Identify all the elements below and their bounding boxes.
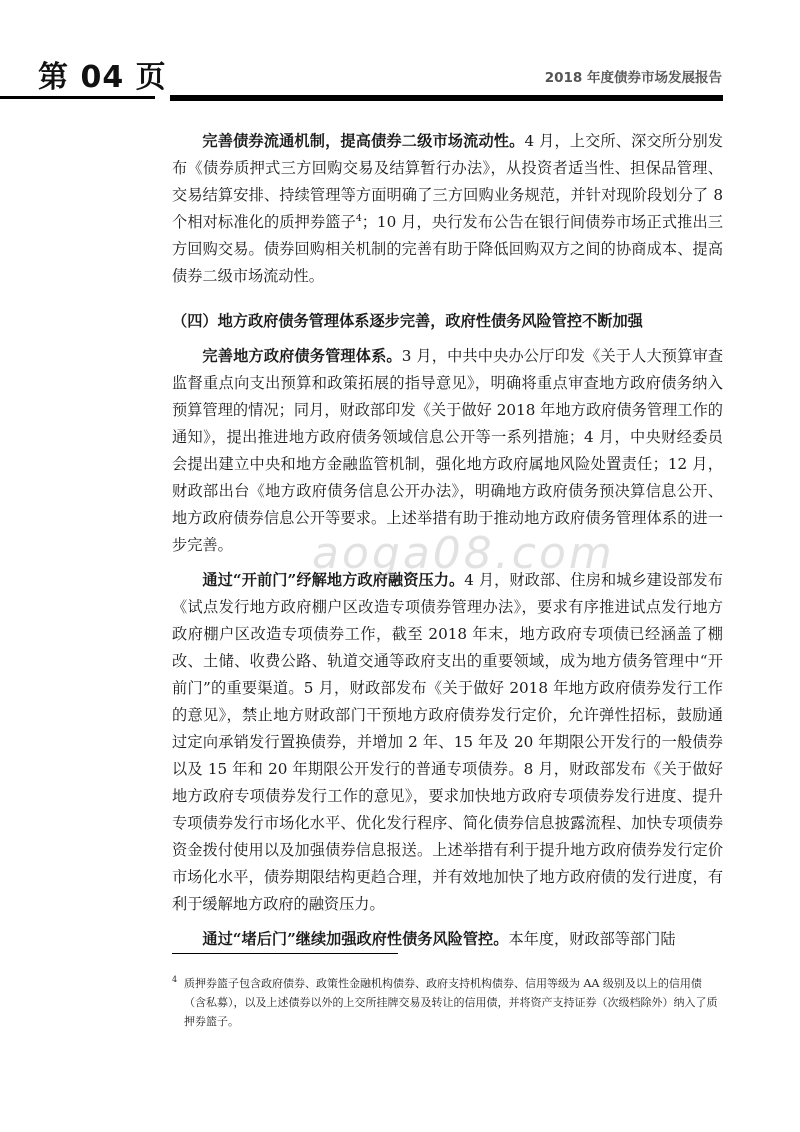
paragraph-front-door: [172, 567, 723, 918]
header-rule-right: [170, 95, 723, 101]
footnote-reference[interactable]: 4: [355, 213, 362, 224]
paragraph-text: 4 月，上交所、深交所分别发布《债券质押式三方回购交易及结算暂行办法》，从投资者适当性、担保品管理、交易结算安排、持续管理等方面明确了三方回购业务规范，并针对现阶段划分了 8 个相对标准化的质押券篮子: [172, 132, 723, 231]
paragraph-text: ；10 月，央行发布公告在银行间债券市场正式推出三方回购交易。债券回购相关机制的完善有助于降低回购双方之间的协商成本、提高债券二级市场流动性。: [172, 213, 724, 285]
paragraph-lead: 完善地方政府债务管理体系。: [202, 347, 402, 365]
header-rule-left: [0, 96, 155, 99]
report-title: 2018 年度债券市场发展报告: [544, 70, 722, 86]
footnote-mark: 4: [172, 975, 178, 984]
page-number: 第 04 页: [38, 60, 167, 95]
paragraph-text: 3 月，中共中央办公厅印发《关于人大预算审查监督重点向支出预算和政策拓展的指导意见》，明确将重点审查地方政府债务纳入预算管理的情况；同月，财政部印发《关于做好 2018 年地方政府债务管理工作的通知》，提出推进地方政府债务领域信息公开等一系列措施；4 月，中央财经委员会提出建立中央和地方金融监管机制，强化地方政府属地风险处置责任；12 月，财政部出台《地方政府债务信息公开办法》，明确地方政府债务预决算信息公开、地方政府债券信息公开等要求。上述举措有助于推动地方政府债务管理体系的进一步完善。: [172, 347, 724, 554]
body-content: [172, 128, 723, 961]
watermark: aoga08.com: [312, 528, 615, 579]
section-heading: （四）地方政府债务管理体系逐步完善，政府性债务风险管控不断加强: [172, 312, 643, 330]
footnote-divider: [172, 953, 398, 954]
paragraph-bond-circulation: [172, 128, 723, 290]
paragraph-lead: 通过“堵后门”继续加强政府性债务风险管控。: [202, 930, 509, 948]
footnote: [172, 974, 723, 1031]
footnote-text: 质押券篮子包含政府债券、政策性金融机构债券、政府支持机构债券、信用等级为 AA 级别及以上的信用债（含私募），以及上述债券以外的上交所挂牌交易及转让的信用债，并将资产支持证券（次级档除外）纳入了质押券篮子。: [184, 977, 718, 1028]
paragraph-text: 本年度，财政部等部门陆: [508, 930, 676, 948]
paragraph-lead: 通过“开前门”纾解地方政府融资压力。: [202, 571, 465, 589]
paragraph-debt-management: [172, 343, 723, 559]
paragraph-text: 4 月，财政部、住房和城乡建设部发布《试点发行地方政府棚户区改造专项债券管理办法》，要求有序推进试点发行地方政府棚户区改造专项债券工作，截至 2018 年末，地方政府专项债已经涵盖了棚改、土储、收费公路、轨道交通等政府支出的重要领域，成为地方债务管理中“开前门”的重要渠道。5 月，财政部发布《关于做好 2018 年地方政府债券发行工作的意见》，禁止地方财政部门干预地方政府债券发行定价，允许弹性招标，鼓励通过定向承销发行置换债券，并增加 2 年、15 年及 20 年期限公开发行的一般债券以及 15 年和 20 年期限公开发行的普通专项债券。8 月，财政部发布《关于做好地方政府专项债券发行工作的意见》，要求加快地方政府专项债券发行进度、提升专项债券发行市场化水平、优化发行程序、简化债券信息披露流程、加快专项债券资金拨付使用以及加强债券信息报送。上述举措有利于提升地方政府债券发行定价市场化水平，债券期限结构更趋合理，并有效地加快了地方政府债的发行进度，有利于缓解地方政府的融资压力。: [172, 571, 723, 913]
paragraph-back-door: [172, 926, 723, 953]
paragraph-lead: 完善债券流通机制，提高债券二级市场流动性。: [202, 132, 525, 150]
